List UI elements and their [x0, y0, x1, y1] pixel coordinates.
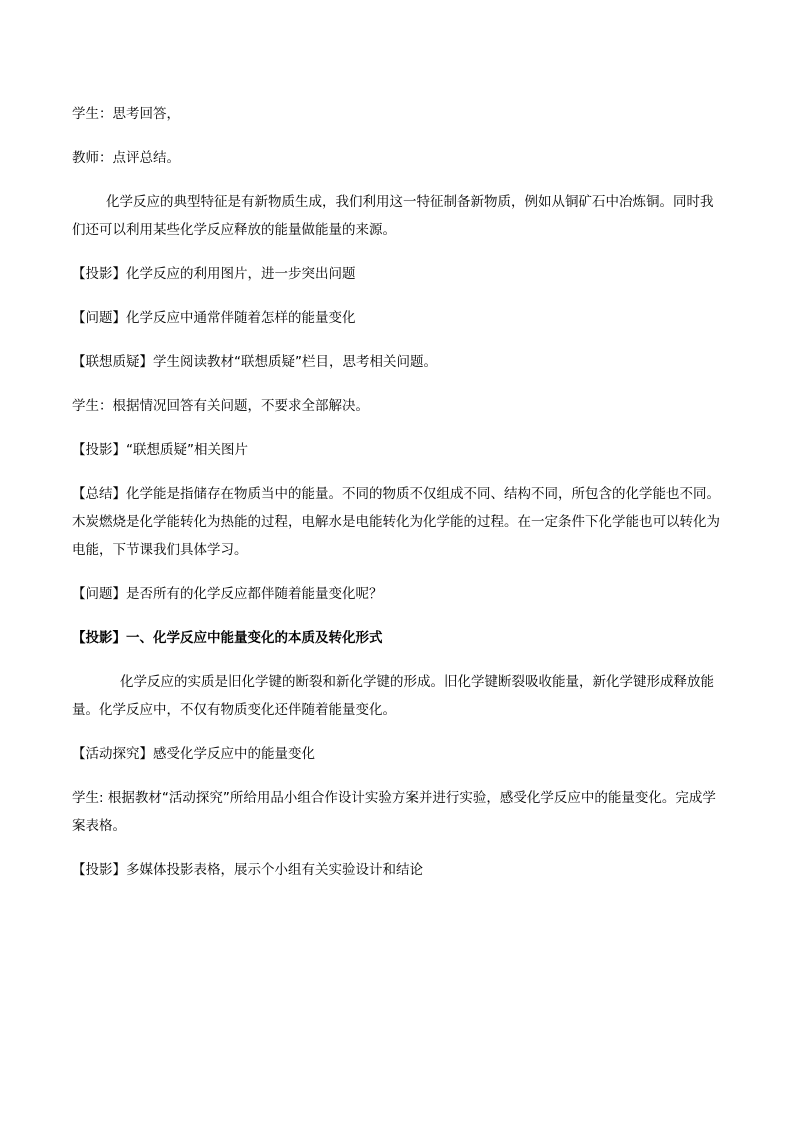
document-body — [72, 100, 724, 900]
paragraph-question-energy: 【问题】化学反应中通常伴随着怎样的能量变化 — [72, 310, 356, 326]
paragraph-student-answer: 学生：思考回答， — [72, 106, 180, 122]
paragraph-question-all-reactions: 【问题】是否所有的化学反应都伴随着能量变化呢？ — [72, 586, 383, 602]
paragraph-association-question: 【联想质疑】学生阅读教材“联想质疑”栏目，思考相关问题。 — [72, 354, 437, 370]
paragraph-section-heading: 【投影】一、化学反应中能量变化的本质及转化形式 — [72, 630, 383, 646]
paragraph-student-response: 学生：根据情况回答有关问题，不要求全部解决。 — [72, 398, 369, 414]
paragraph-reaction-essence: 化学反应的实质是旧化学键的断裂和新化学键的形成。旧化学键断裂吸收能量，新化学键形成释放能量。化学反应中，不仅有物质变化还伴随着能量变化。 — [72, 674, 714, 718]
paragraph-student-experiment: 学生: 根据教材“活动探究”所给用品小组合作设计实验方案并进行实验，感受化学反应中的能量变化。完成学案表格。 — [72, 790, 716, 834]
paragraph-projection-association: 【投影】“联想质疑”相关图片 — [72, 442, 248, 458]
paragraph-activity-inquiry: 【活动探究】感受化学反应中的能量变化 — [72, 746, 315, 762]
paragraph-projection-table: 【投影】多媒体投影表格，展示个小组有关实验设计和结论 — [72, 862, 423, 878]
paragraph-reaction-features: 化学反应的典型特征是有新物质生成，我们利用这一特征制备新物质，例如从铜矿石中冶炼铜。同时我们还可以利用某些化学反应释放的能量做能量的来源。 — [72, 194, 714, 238]
paragraph-projection-images: 【投影】化学反应的利用图片，进一步突出问题 — [72, 266, 356, 282]
paragraph-teacher-summary: 教师：点评总结。 — [72, 150, 180, 166]
paragraph-summary: 【总结】化学能是指储存在物质当中的能量。不同的物质不仅组成不同、结构不同，所包含的化学能也不同。木炭燃烧是化学能转化为热能的过程，电解水是电能转化为化学能的过程。在一定条件下化学能也可以转化为电能，下节课我们具体学习。 — [72, 486, 720, 558]
